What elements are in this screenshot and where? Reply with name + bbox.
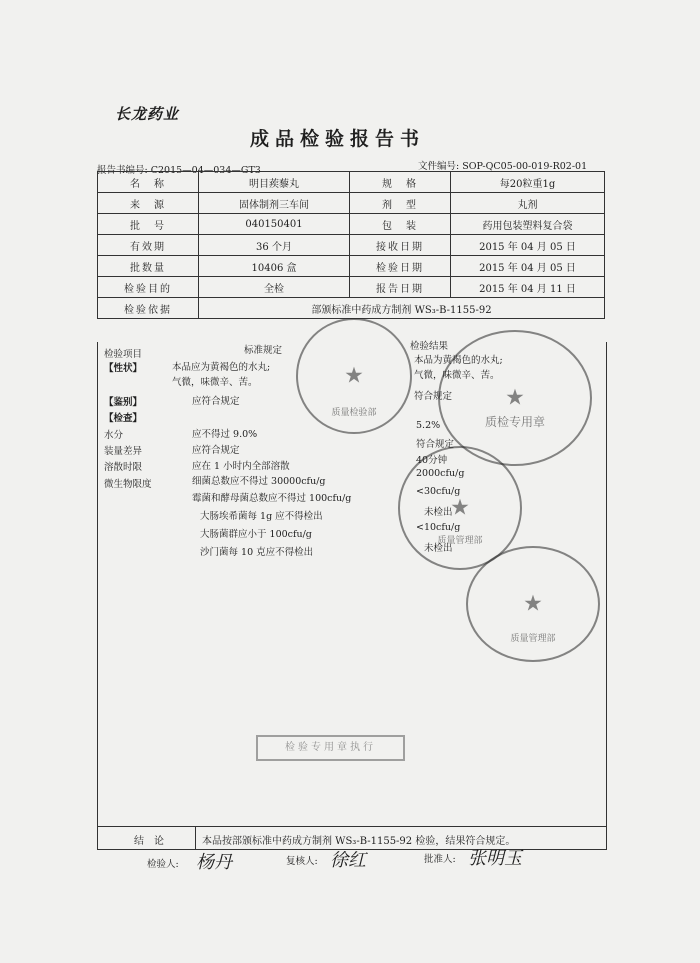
microbial-result-1: 2000cfu/g [416,468,465,479]
dosage-form-value: 丸剂 [451,193,605,214]
star-icon: ★ [505,385,525,411]
source-label: 来 源 [98,193,199,214]
basis-label: 检验依据 [98,298,199,319]
microbial-result-2: <30cfu/g [416,486,461,497]
quantity-label: 批数量 [98,256,199,277]
weight-variation-result: 符合规定 [416,439,455,450]
col-standard-header: 标准规定 [244,345,283,356]
microbial-standard-1: 细菌总数应不得过 30000cfu/g [192,476,326,487]
report-date-value: 2015 年 04 月 11 日 [451,277,605,298]
source-value: 固体制剂三车间 [199,193,350,214]
seal-text: 质量检验部 [331,408,377,418]
star-icon: ★ [450,495,470,521]
dosage-form-label: 剂 型 [350,193,451,214]
table-row [98,172,605,193]
microbial-standard-5: 沙门菌每 10 克应不得检出 [200,547,314,558]
weight-variation-standard: 应符合规定 [192,445,240,456]
name-label: 名 称 [98,172,199,193]
identification-standard: 应符合规定 [192,396,240,407]
validity-label: 有效期 [98,235,199,256]
reviewer-label: 复核人: [286,856,318,867]
identification-result: 符合规定 [414,391,453,402]
seal-text: 质量管理部 [437,536,483,546]
test-moisture: 水分 [104,430,124,441]
microbial-result-5: 未检出 [424,543,453,554]
inspector-label: 检验人: [147,859,179,870]
spec-label: 规 格 [350,172,451,193]
basis-value: 部颁标准中药成方制剂 WS₃-B-1155-92 [199,298,605,319]
table-row [98,214,605,235]
reviewer-signature: 徐红 [330,850,366,871]
test-weight-variation: 装量差异 [104,446,143,457]
microbial-result-4: <10cfu/g [416,522,461,533]
microbial-standard-2: 霉菌和酵母菌总数应不得过 100cfu/g [192,493,352,504]
microbial-standard-3: 大肠埃希菌每 1g 应不得检出 [200,511,323,522]
package-value: 药用包装塑料复合袋 [451,214,605,235]
star-icon: ★ [523,591,543,617]
report-number: 报告书编号: C2015—04—034—GT3 [97,165,261,176]
table-row [98,277,605,298]
rectangle-stamp: 检验专用章执行 [256,735,405,761]
quantity-value: 10406 盒 [199,256,350,277]
name-value: 明目蒺藜丸 [199,172,350,193]
file-number: 文件编号: SOP-QC05-00-019-R02-01 [418,161,588,172]
table-row [98,256,605,277]
microbial-standard-4: 大肠菌群应小于 100cfu/g [200,529,312,540]
test-appearance: 【性状】 [104,363,143,374]
purpose-label: 检验目的 [98,277,199,298]
table-row [98,298,605,319]
info-table [97,171,605,319]
divider [195,827,196,849]
spec-value: 每20粒重1g [451,172,605,193]
test-microbial-limit: 微生物限度 [104,479,152,490]
test-disintegration: 溶散时限 [104,462,143,473]
validity-value: 36 个月 [199,235,350,256]
conclusion-text: 本品按部颁标准中药成方制剂 WS₃-B-1155-92 检验，结果符合规定。 [202,836,516,847]
conclusion-label: 结 论 [134,836,164,847]
appearance-result-1: 本品为黄褐色的水丸; [414,355,503,366]
appearance-result-2: 气微，味微辛、苦。 [414,370,500,381]
seal-text: 质量管理部 [510,634,556,644]
receive-date-value: 2015 年 04 月 05 日 [451,235,605,256]
package-label: 包 装 [350,214,451,235]
appearance-standard-2: 气微，味微辛、苦。 [172,377,258,388]
col-item-header: 检验项目 [104,349,143,360]
col-result-header: 检验结果 [410,341,449,352]
inspection-dept-seal [296,318,412,434]
inspect-date-label: 检验日期 [350,256,451,277]
batch-value: 040150401 [199,214,350,235]
test-inspection: 【检查】 [104,413,143,424]
star-icon: ★ [344,363,364,389]
table-row [98,193,605,214]
appearance-standard-1: 本品应为黄褐色的水丸; [172,362,271,373]
microbial-result-3: 未检出 [424,507,453,518]
disintegration-result: 40分钟 [416,455,448,466]
seal-text: 质检专用章 [484,415,546,429]
table-row [98,235,605,256]
test-identification: 【鉴别】 [104,397,143,408]
purpose-value: 全检 [199,277,350,298]
moisture-standard: 应不得过 9.0% [192,429,258,440]
receive-date-label: 接收日期 [350,235,451,256]
disintegration-standard: 应在 1 小时内全部溶散 [192,461,290,472]
company-name: 长龙药业 [115,105,180,123]
approver-label: 批准人: [424,854,456,865]
inspector-signature: 杨丹 [196,852,232,873]
page-title: 成品检验报告书 [250,128,426,150]
company-seal [466,546,600,662]
moisture-result: 5.2% [416,420,441,431]
report-date-label: 报告日期 [350,277,451,298]
batch-label: 批 号 [98,214,199,235]
approver-signature: 张明玉 [468,848,522,869]
inspect-date-value: 2015 年 04 月 05 日 [451,256,605,277]
